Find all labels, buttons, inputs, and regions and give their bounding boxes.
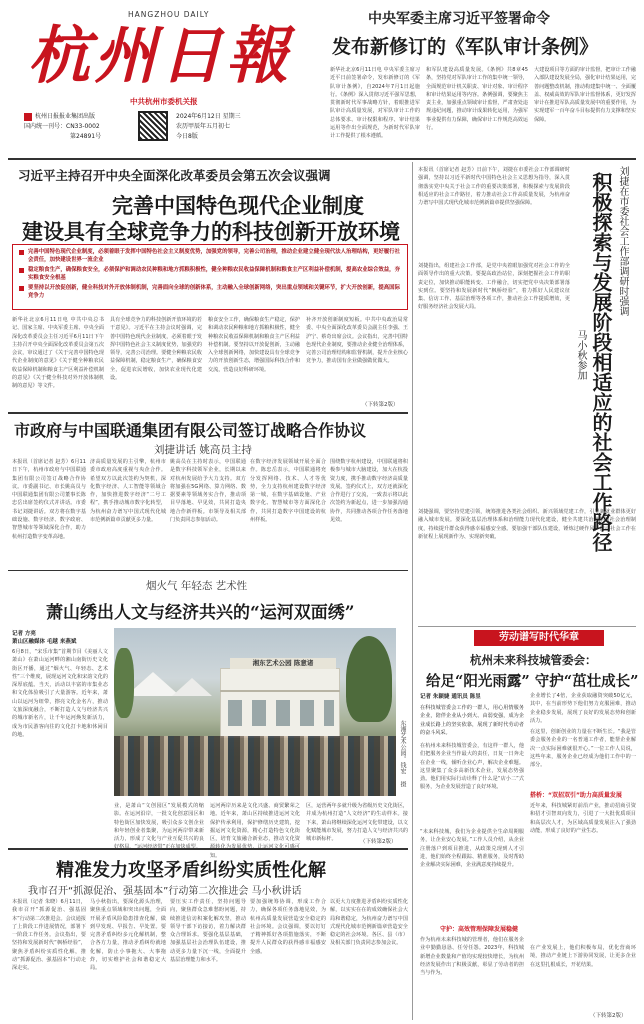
issue-date: 2024年6月12日 星期三	[176, 113, 241, 120]
labor-col-b4: 在产业发展上，他们积极布局，优化营商环境，推动产业链上下游协同发展，让更多企业在这里扎根成长，开花结果。	[530, 945, 636, 968]
labor-divider	[418, 626, 636, 627]
labor-banner-text: 劳动谱写时代华章	[499, 632, 579, 643]
photo-sign: 湘东艺术公园 陈意诸	[230, 658, 336, 669]
liu-col-b: 刘捷强调，要坚持党建引领，统筹推进各类社会组织、新兴领域党建工作，引导新就业群体更好融入城市发展。要深化基层治理体系和治理能力现代化建设，健全共建共治共享的社会治理制度，持续提升群众获得感幸福感安全感。要加强干部队伍建设，锤炼过硬作风，推动社会工作在新征程上展现新作为、实现新突破。	[418, 509, 636, 540]
liu-dateline: 本报讯（首席记者 赵芳）日前下午，刘捷在市委社会工作部调研时强调，坚持以习近平新时代中国特色社会主义思想为指导，深入贯彻落实党中央关于社会工作的重要决策部署，积极探索与发展阶段相适应的社会工作路径，着力推动社会工作高质量发展，为杭州奋力谱写中国式现代化城市范例新篇章提供坚强保障。	[418, 167, 570, 207]
meeting-col-1: 新华社北京6月11日电 中共中央总书记、国家主席、中央军委主席、中央全面深化改革委员会主任习近平6月11日下午主持召开中央全面深化改革委员会第五次会议，审议通过了《关于完善中国特色现代企业制度的意见》《关于健全种粮农民收益保障机制和粮食主产区利益补偿机制的意见》《关于健全科技对外开放体制机制的意见》等文件。	[12, 317, 104, 390]
labor-col-b1: 企业增长了4倍，企业获取融资突破50亿元，其中，在当前形势下他们努力克服困难，推动企业稳步发展，展现了良好的发展态势和创新活力。	[530, 693, 636, 724]
arts-body: 6月8日，“宋乐市集”首期节目《美丽人文萧山》在萧山运河畔的湘山南街历史文化街区开播，通过“烟火气、年轻态、艺术性”三个维度，展现运河文化和宋韵文化的深厚底蕴。当天，活动以丰富的市集业态和文化体验吸引了大量游客。近年来，萧山以运河为纽带，擦亮文化金名片，推动文旅深度融合，不断打造人文与经济共兴的城市新名片，让千年运河焕发新活力，成为市民游客向往的文化打卡地和休闲目的地。	[12, 649, 108, 738]
labor-kicker: 杭州未来科技城管委会：	[470, 653, 597, 667]
liu-col-a: 刘捷指出，组建社会工作部，是党中央着眼加强党对社会工作的全面领导作出的重大决策。要提高政治站位，深刻把握社会工作的职责定位，加快推动职能转变、工作融合，切实把党中央决策部署落实到位。要坚持和发展新时代“枫桥经验”，着力抓好人民建议征集、信访工作、基层治理等各项工作，推动社会工作提质增效，更好服务经济社会发展大局。	[418, 263, 570, 311]
labor-subhead-2: 守护：高效管理保障发展稳健	[440, 926, 519, 933]
lead-col-2: 和军队建设高质量发展。《条例》共8章45条，坚持党对军队审计工作的集中统一领导，全面规范审计机关职责、审计对象、审计程序和审计结果运用等内容。条例强调，要聚焦主责主业，加强重点领域审计监督，严肃查处违规违纪问题，推动审计成果转化运用，为强军事业提供有力保障，确保审计工作规范高效运行。	[426, 67, 528, 132]
unicom-col-3: 姚高员在主持时表示，中国联通是数字科技领军企业，长期以来对杭州发展给予大力支持。双方将加强在5G网络、算力网络、数据要素等领域务实合作，推动项目早落地、早见效，共同打造央地合作新样板。市领导及相关部门负责同志参加活动。	[170, 459, 246, 524]
issue-number: 第24891号	[70, 133, 102, 140]
bullet-square-icon	[19, 286, 24, 291]
meeting-col-2: 具有全球竞争力的科技创新开放环境的若干意见》。习近平在主持会议时强调，完善中国特色现代企业制度，必须着眼于发挥中国特色社会主义制度优势，加强党的领导，完善公司治理。要健全种粮农民收益保障机制，稳定粮食生产，确保粮食安全，促进农民增收，加快农业现代化建设。	[110, 317, 202, 382]
tent-icon	[172, 678, 212, 696]
meeting-headline-2: 建设具有全球竞争力的科技创新开放环境	[22, 219, 400, 244]
labor-byline: 记者 朱颖婕 通讯员 陈昱	[420, 694, 481, 700]
logo-icon	[24, 113, 32, 121]
crowd-shape	[114, 736, 396, 796]
unicom-col-4: 在数字经济发展领域开展全面合作。陈忠岳表示，中国联通将充分发挥网络、技术、人才等优势，全力支持杭州建设数字经济第一城，在数字基础设施、产业数字化、智慧城市等方面深化合作，共同打造数字中国建设的杭州样板。	[250, 459, 326, 524]
masthead-pinyin: HANGZHOU DAILY	[128, 10, 210, 19]
meeting-col-4: 补齐开放创新制度短板。中共中央政治局常委、中央全面深化改革委员会副主任李强、王沪宁、蔡奇出席会议。会议指出，完善中国特色现代企业制度，要推动企业健全治理体系，完善公司治理结构和监督机制，提升企业核心竞争力，推动国有企业做强做优做大。	[306, 317, 408, 365]
unicom-headline: 市政府与中国联通集团有限公司签订战略合作协议	[14, 421, 367, 440]
labor-headline: 给足“阳光雨露” 守护“茁壮成长”	[426, 673, 639, 690]
arts-col-2: 业，是萧山“文创园区”发展模式的缩影。在运河沿岸，一批文化创意园区和特色街区加快发展，吸引众多文创企业和年轻创业者集聚，为运河两岸带来新活力，形成了文化与产业互促共兴的良	[114, 803, 204, 843]
meeting-bullet-2: 稳定粮食生产，确保粮食安全，必须保护和调动农民种粮和地方抓粮积极性，健全种粮农民收益保障机制和粮食主产区利益补偿机制，提高农业综合效益，夯实粮食安全根基	[19, 266, 401, 282]
page-count: 今日8版	[176, 133, 198, 140]
tree-icon	[346, 636, 392, 722]
meeting-bullet-3: 要坚持以开放促创新，健全科技对外开放体制机制，完善面向全球的创新体系，主动融入全球创新网络，突出重点领域和关键环节，扩大开放创新，提高国际竞争力	[19, 284, 401, 300]
bullet-square-icon	[19, 250, 24, 255]
liu-name: 马小秋参加	[575, 330, 586, 380]
lead-headline: 发布新修订的《军队审计条例》	[332, 36, 599, 58]
campaign-headline: 精准发力攻坚矛盾纠纷实质性化解	[56, 860, 326, 881]
unicom-col-1: 本报讯（首席记者 赵芳）6月11日下午，杭州市政府与中国联通集团有限公司签订战略合作协议。市委副书记、市长姚高员与中国联通集团有限公司董事长陈忠岳出席签约仪式并讲话。市委书记刘捷讲话。双方将在数字基础设施、数字经济、数字政府、智慧城市等领域深化合作，助力杭州打造数字变革高地。	[12, 459, 86, 540]
meeting-headline-1: 完善中国特色现代企业制度	[112, 193, 364, 218]
labor-banner	[474, 630, 604, 646]
lead-col-3: 大建设项目等方面的审计监督，把审计工作融入部队建设发展全局，强化审计结果运用，完善问题整改机制，推动构建集中统一、全面覆盖、权威高效的军队审计监督体系，更好发挥审计在推进军队高质量发展中的重要作用，为实现建军一百年奋斗目标提供有力支撑和坚实保障。	[534, 67, 636, 123]
lead-kicker: 中央军委主席习近平签署命令	[368, 11, 550, 27]
divider-arts	[8, 570, 408, 571]
arts-byline	[12, 630, 76, 646]
bullet-square-icon	[19, 268, 24, 273]
meeting-kicker: 习近平主持召开中央全面深化改革委员会第五次会议强调	[18, 168, 331, 183]
meeting-bullet-1: 完善中国特色现代企业制度，必须着眼于发挥中国特色社会主义制度优势，加强党的领导，完善公司治理，推动企业建立健全现代法人治理结构，更好履行社会责任，加快建设世界一流企业	[19, 248, 401, 264]
labor-subhead-1: 搭桥：“双招双引”助力高质量发展	[530, 792, 622, 799]
canal-photo	[114, 628, 396, 796]
arts-col-4: 区，运营两年多就升级为省级历史文化街区，并成为杭州打造“人文经济”的生动样本。接下来，萧山将继续深化运河文化带建设，以文化赋能城市发展，努力打造人文与经济共兴的城市新标杆。	[306, 803, 408, 843]
unicom-col-2: 济高质量发展的主引擎，杭州市委市政府高度重视与央企合作。希望双方以此次签约为契机，深化数字经济、人工智能等领域合作，加快推进数字经济“二号工程”，携手推动城市数字化转型，为杭州奋力谱写中国式现代化城市范例新篇章贡献更多力量。	[90, 459, 166, 524]
divider-vertical	[412, 162, 413, 1020]
liu-kicker: 刘捷在市委社会工作部调研时强调	[617, 166, 628, 316]
labor-col-a3: 作为杭州未来科技城的管理者，他们在服务企业中勤勤恳恳、任劳任怨。2023年，科技城新增企业数量和产值均实现较快增长，为杭州经济发展作出了积极贡献，彰显了劳动者的担当与作为。	[420, 937, 524, 977]
tent-icon	[126, 672, 180, 696]
masthead	[8, 6, 323, 156]
labor-col-b3: 近年来，科技城紧盯前沿产业，推动招商引资和招才引智双向发力，引进了一大批优质项目和高层次人才，为区域高质量发展注入了强劲动能，形成了良好的产业生态。	[530, 803, 636, 834]
masthead-subtitle: 中共杭州市委机关报	[130, 97, 198, 106]
arts-byline-2: 萧山区融媒体 毛越 来燕斌	[12, 639, 77, 645]
campaign-col-5: 以更大力度推进矛盾纠纷实质性化解，以实实在在的成效确保社会大局和谐稳定，为杭州奋力谱写中国式现代化城市范例新篇章营造安全稳定的社会环境。各区、县（市）及相关部门负责同志参加会议。	[330, 899, 408, 947]
divider-top	[8, 158, 636, 160]
labor-col-a2: “未来科技城，我们为企业提供全生命周期服务，让企业安心发展。”工作人员介绍，从企业注册落户到项目推进，从政策兑现到人才引进，他们始终全程跟踪、精准服务，及时帮助企业解决实际困难，企业满意度持续提升。	[420, 829, 524, 869]
publisher-block	[24, 112, 134, 142]
campaign-col-3: 要压实工作责任，坚持问题导向，聚焦群众急难愁盼问题，持续推进信访积案化解攻坚，推动领导干部下访接访，着力解决群众合理诉求。要强化基层基础，加强基层社会治理队伍建设，推动更多力量下沉一线，全面提升基层治理能力和水平。	[170, 899, 246, 964]
arts-headline: 萧山绣出人文与经济共兴的“运河双面绣”	[46, 603, 355, 623]
meeting-bullets	[12, 244, 408, 310]
arts-continued: （下转第2版）	[360, 839, 397, 845]
date-block	[176, 112, 241, 142]
meeting-continued: （下转第2版）	[362, 402, 399, 408]
liu-headline: 积极探索与发展阶段相适应的社会工作路径	[589, 172, 613, 552]
labor-col-a1: 在杭州未来科技城管委会，有这样一群人，他们把服务企业当作最大的责任，日复一日奔走在企业一线，倾听企业心声，解决企业难题。这里聚集了众多高新技术企业，发展态势强劲。他们用实际行动诠释了什么是“店小二”式服务，为企业发展营造了良好环境。	[420, 743, 524, 791]
cn-number: 国内统一刊号：CN33-0002	[24, 123, 100, 130]
labor-continued: （下转第2版）	[590, 1013, 627, 1019]
arts-col-3: 运河两岸历来是文化兴盛、商贸繁荣之地。近年来，萧山区持续推进运河文化保护传承利用，保护修缮历史建筑，挖掘运河文化资源，精心打造特色文化街区，培育文旅融合新业态，推动文化资 知。	[210, 803, 300, 859]
tree-icon	[114, 648, 134, 718]
divider-unicom	[8, 412, 408, 414]
labor-intro: 在科技城管委会工作的一群人，用心用情服务企业，陪伴企业从小到大、由弱变强，成为企业成长路上的坚实依靠，展现了新时代劳动者的奋斗风采。	[420, 705, 524, 736]
meeting-col-3: 粮食安全工作，确保粮食生产稳定，保护和调动农民种粮和地方抓粮积极性，健全种粮农民收益保障机制和粮食主产区利益补偿机制。要坚持以开放促创新，主动融入全球创新网络，加快建设具有全球竞争力的开放创新生态，增强国际科技合作和交流，营造良好科研环境。	[208, 317, 300, 373]
lead-col-1: 新华社北京6月11日电 中央军委主席习近平日前签署命令，发布新修订的《军队审计条例》，自2024年7月1日起施行。《条例》深入贯彻习近平强军思想，贯彻新时代军事战略方针，着眼推进军队审计高质量发展，对军队审计工作的总体要求、审计权限和程序、审计结果运用等作出全面规范，为新时代军队审计工作提供了根本遵循。	[330, 67, 420, 140]
campaign-col-1: 本报讯（记者 朱晓）6月11日，我市召开“抓源促治、强基固本”行动第二次推进会。会议通报了上阶段工作进展情况，部署下一阶段工作任务。会议指出，要坚持和发展新时代“枫桥经验”，聚焦矛盾纠纷实质性化解，推动“抓源促治、强基固本”行动走深走实。	[12, 899, 86, 972]
masthead-title: 杭州日報	[28, 19, 293, 92]
unicom-subhead: 刘捷讲话 姚高员主持	[154, 444, 252, 456]
divider-campaign	[8, 848, 408, 850]
arts-kicker: 烟火气 年轻态 艺术性	[146, 580, 248, 592]
photo-caption: 东湘艺术公园。钱宏 摄	[399, 720, 406, 787]
arts-byline-1: 记者 方亮	[12, 631, 36, 637]
unicom-col-5: 围绕数字杭州建设，中国联通将积极参与城市大脑建设，加大在杭投资力度，携手推动数字经济高质量发展。签约仪式上，双方还就深化合作进行了交流，一致表示将以此次签约为新起点，进一步加强沟通协作，共同推动各项合作任务落地见效。	[330, 459, 408, 524]
labor-col-b2: 在这里，创新创业的力量在不断生长。“我是管委会服务企业的一名普通工作者，能帮企业解决一点实际困难就很开心。”一位工作人员说，这些年来，服务企业已经成为他们工作中的一部分。	[530, 729, 636, 769]
publisher: 杭州日报报业集团出版	[35, 113, 96, 120]
campaign-col-4: 要加强统筹协调，形成工作合力，确保各项任务落地见效，为杭州高质量发展营造安全稳定的社会环境。会议强调，要以钉钉子精神抓好各项措施落实，不断提升人民群众的获得感幸福感安全感。	[250, 899, 326, 955]
lunar-date: 农历甲辰年五月初七	[176, 123, 231, 130]
campaign-subhead: 我市召开“抓源促治、强基固本”行动第二次推进会 马小秋讲话	[28, 886, 302, 897]
qr-code-icon	[138, 111, 168, 141]
campaign-col-2: 马小秋指出，要深化源头治理，聚焦重点领域和突出问题，全面开展矛盾风险隐患排查化解，做到早发现、早报告、早处置。要完善矛盾纠纷多元化解机制，整合各方力量，推动矛盾纠纷就地化解，防止小事拖大、大事拖炸，切实维护社会和谐稳定大局。	[90, 899, 166, 972]
